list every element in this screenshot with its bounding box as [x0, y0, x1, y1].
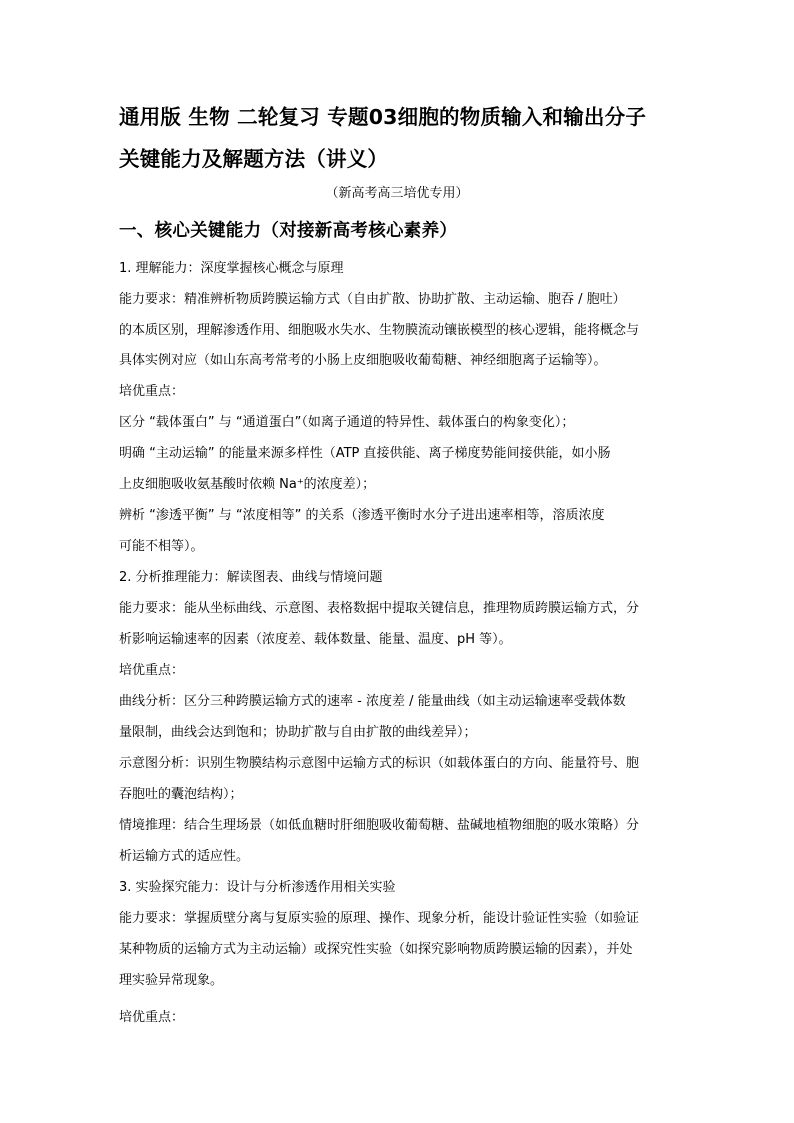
paragraph-line: 培优重点： — [119, 663, 185, 678]
paragraph-line: 能力要求：能从坐标曲线、示意图、表格数据中提取关键信息，推理物质跨膜运输方式，分 — [119, 601, 640, 616]
paragraph-line: 上皮细胞吸收氨基酸时依赖 Na⁺的浓度差）； — [119, 477, 376, 492]
subheading-understanding: 1. 理解能力：深度掌握核心概念与原理 — [119, 261, 344, 276]
paragraph-line: 曲线分析：区分三种跨膜运输方式的速率 - 浓度差 / 能量曲线（如主动运输速率受载体数 — [119, 694, 626, 709]
section-heading-1: 一、核心关键能力（对接新高考核心素养） — [119, 221, 458, 241]
paragraph-line: 能力要求：精准辨析物质跨膜运输方式（自由扩散、协助扩散、主动运输、胞吞 / 胞吐） — [119, 292, 626, 307]
document-title-line2: 关键能力及解题方法（讲义） — [119, 147, 389, 171]
paragraph-line: 析运输方式的适应性。 — [119, 849, 250, 864]
paragraph-line: 培优重点： — [119, 384, 185, 399]
paragraph-line: 某种物质的运输方式为主动运输）或探究性实验（如探究影响物质跨膜运输的因素），并处 — [119, 942, 633, 957]
paragraph-line: 示意图分析：识别生物膜结构示意图中运输方式的标识（如载体蛋白的方向、能量符号、胞 — [119, 756, 640, 771]
paragraph-line: 区分 “载体蛋白” 与 “通道蛋白”（如离子通道的特异性、载体蛋白的构象变化）； — [119, 415, 575, 430]
paragraph-line: 量限制，曲线会达到饱和；协助扩散与自由扩散的曲线差异）； — [119, 725, 477, 740]
paragraph-line: 能力要求：掌握质壁分离与复原实验的原理、操作、现象分析，能设计验证性实验（如验证 — [119, 911, 640, 926]
paragraph-line: 吞胞吐的囊泡结构）； — [119, 787, 243, 802]
paragraph-line: 培优重点： — [119, 1010, 185, 1025]
subheading-experiment: 3. 实验探究能力：设计与分析渗透作用相关实验 — [119, 880, 396, 895]
paragraph-line: 辨析 “渗透平衡” 与 “浓度相等” 的关系（渗透平衡时水分子进出速率相等，溶质浓度 — [119, 508, 605, 523]
document-subtitle: （新高考高三培优专用） — [325, 186, 469, 201]
paragraph-line: 明确 “主动运输” 的能量来源多样性（ATP 直接供能、离子梯度势能间接供能，如小肠 — [119, 446, 611, 461]
paragraph-line: 理实验异常现象。 — [119, 973, 224, 988]
paragraph-line: 的本质区别，理解渗透作用、细胞吸水失水、生物膜流动镶嵌模型的核心逻辑，能将概念与 — [119, 323, 640, 338]
paragraph-line: 情境推理：结合生理场景（如低血糖时肝细胞吸收葡萄糖、盐碱地植物细胞的吸水策略）分 — [119, 818, 640, 833]
paragraph-line: 析影响运输速率的因素（浓度差、载体数量、能量、温度、pH 等）。 — [119, 632, 512, 647]
subheading-analysis: 2. 分析推理能力：解读图表、曲线与情境问题 — [119, 570, 383, 585]
document-title-line1: 通用版 生物 二轮复习 专题03细胞的物质输入和输出分子 — [119, 105, 647, 129]
paragraph-line: 具体实例对应（如山东高考常考的小肠上皮细胞吸收葡萄糖、神经细胞离子运输等）。 — [119, 353, 607, 368]
paragraph-line: 可能不相等）。 — [119, 539, 204, 554]
